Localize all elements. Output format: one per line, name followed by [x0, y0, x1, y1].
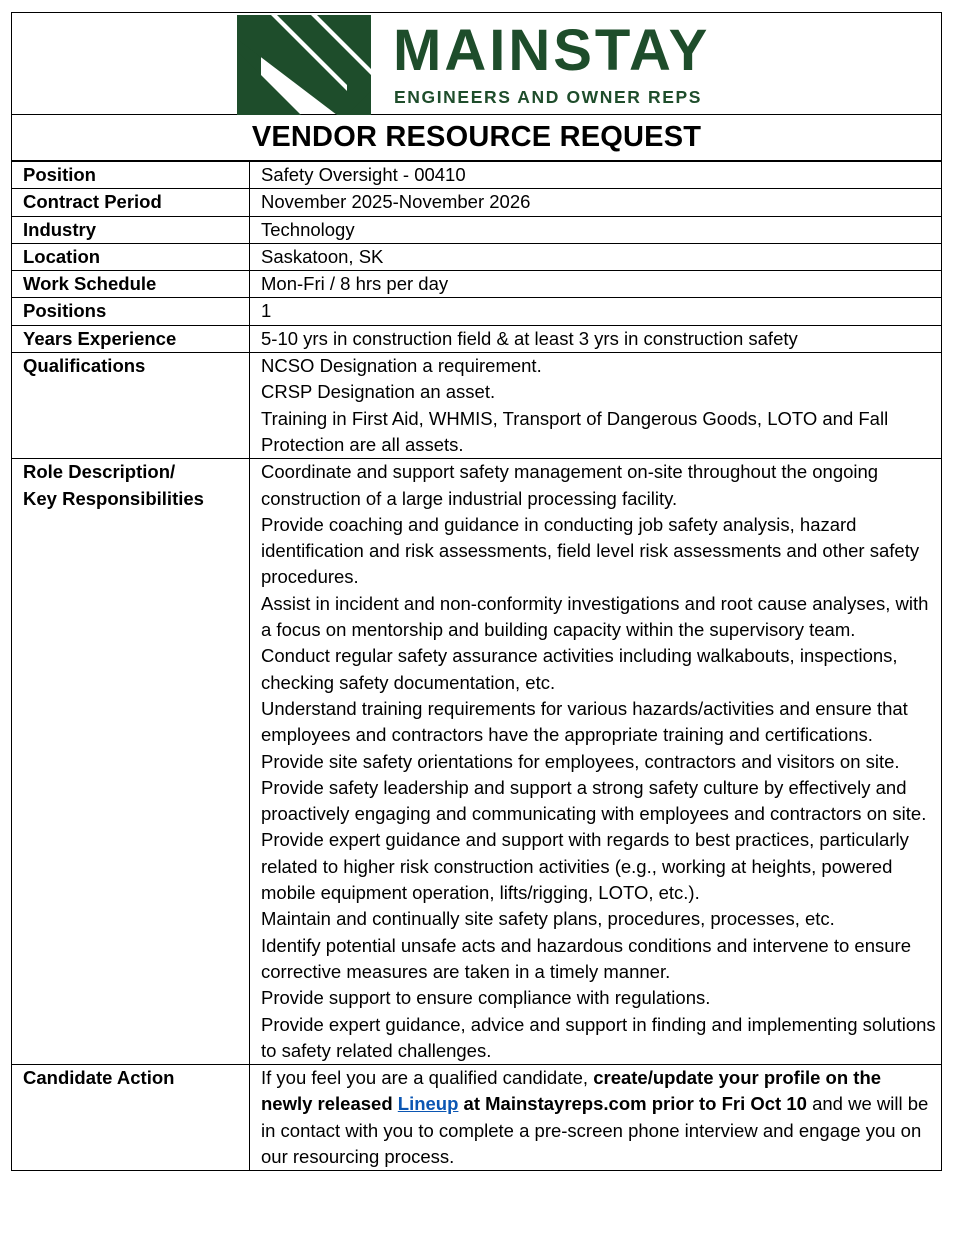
years-experience-value: 5-10 yrs in construction field & at least 3 yrs in construction safety — [250, 325, 942, 352]
vendor-request-document — [11, 12, 942, 1171]
document-title: VENDOR RESOURCE REQUEST — [11, 115, 942, 161]
logo-header — [11, 12, 942, 115]
table-row — [12, 271, 942, 298]
table-row — [12, 189, 942, 216]
table-row — [12, 1065, 942, 1171]
role-label-line: Role Description/ — [23, 461, 176, 483]
row-label: Contract Period — [12, 189, 250, 216]
lineup-link[interactable]: Lineup — [397, 1093, 459, 1115]
candidate-action-text — [250, 1065, 942, 1171]
table-row — [12, 216, 942, 243]
list-item: Provide safety leadership and support a strong safety culture by effectively and proactively engaging and communicating with employees and contractors on site. — [261, 776, 927, 825]
table-row — [12, 325, 942, 352]
table-row — [12, 162, 942, 189]
list-item: Identify potential unsafe acts and hazardous conditions and intervene to ensure corrective measures are taken in a timely manner. — [261, 934, 911, 982]
work-schedule-value: Mon-Fri / 8 hrs per day — [250, 271, 942, 298]
list-item: Provide expert guidance and support with regards to best practices, particularly related to higher risk construction activities (e.g., working at heights, powered mobile equipment operation, lifts/rigging, LOTO, etc.). — [261, 829, 909, 904]
row-label: Industry — [12, 216, 250, 243]
table-row — [12, 353, 942, 459]
responsibilities-list — [250, 459, 942, 1065]
row-label: Candidate Action — [12, 1065, 250, 1171]
list-item: Provide coaching and guidance in conducting job safety analysis, hazard identification and risk assessments, field level risk assessments and other safety procedures. — [261, 513, 920, 588]
list-item: Maintain and continually site safety plans, procedures, processes, etc. — [261, 908, 835, 930]
list-item: Training in First Aid, WHMIS, Transport of Dangerous Goods, LOTO and Fall Protection are all assets. — [261, 407, 889, 455]
table-row — [12, 298, 942, 325]
row-label: Positions — [12, 298, 250, 325]
list-item: Provide support to ensure compliance with regulations. — [261, 987, 711, 1009]
row-label: Years Experience — [12, 325, 250, 352]
list-item: NCSO Designation a requirement. — [261, 355, 542, 377]
row-label: Work Schedule — [12, 271, 250, 298]
qualifications-list — [250, 353, 942, 459]
list-item: Conduct regular safety assurance activities including walkabouts, inspections, checking safety documentation, etc. — [261, 645, 898, 693]
logo-tagline: ENGINEERS AND OWNER REPS — [394, 87, 703, 107]
logo-wordmark: MAINSTAY — [393, 18, 711, 83]
action-text: If you feel you are a qualified candidate, — [261, 1067, 594, 1089]
positions-value: 1 — [250, 298, 942, 325]
role-label-line: Key Responsibilities — [23, 487, 204, 509]
mainstay-logo-mark — [237, 15, 371, 115]
row-label: Qualifications — [12, 353, 250, 459]
list-item: Assist in incident and non-conformity investigations and root cause analyses, with a focus on mentorship and building capacity within the supervisory team. — [261, 592, 929, 641]
list-item: Provide site safety orientations for employees, contractors and visitors on site. — [261, 750, 900, 772]
position-value: Safety Oversight - 00410 — [250, 162, 942, 189]
row-label — [12, 459, 250, 1065]
action-bold-text: at Mainstayreps.com prior to Fri Oct 10 — [458, 1093, 807, 1115]
action-bold-text: create/update your profile on the newly released — [261, 1067, 882, 1115]
industry-value: Technology — [250, 216, 942, 243]
location-value: Saskatoon, SK — [250, 243, 942, 270]
list-item: Understand training requirements for various hazards/activities and ensure that employees and contractors have the appropriate training and certifications. — [261, 697, 908, 746]
contract-period-value: November 2025-November 2026 — [250, 189, 942, 216]
row-label: Location — [12, 243, 250, 270]
list-item: Coordinate and support safety management on-site throughout the ongoing construction of a large industrial processing facility. — [261, 461, 879, 509]
list-item: Provide expert guidance, advice and support in finding and implementing solutions to safety related challenges. — [261, 1013, 936, 1061]
list-item: CRSP Designation an asset. — [261, 381, 496, 403]
action-text: and we will be in contact with you to complete a pre-screen phone interview and engage you on our resourcing process. — [261, 1093, 929, 1167]
request-details-table — [11, 161, 942, 1171]
table-row — [12, 243, 942, 270]
row-label: Position — [12, 162, 250, 189]
table-row — [12, 459, 942, 1065]
